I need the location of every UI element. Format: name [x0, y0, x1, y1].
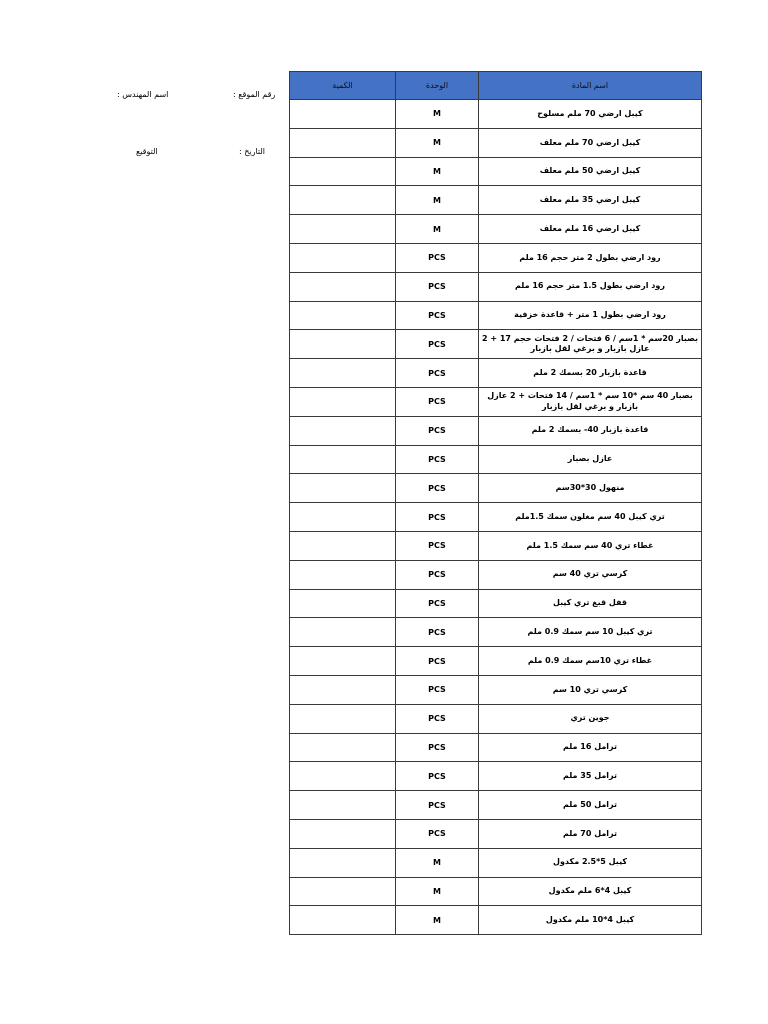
table-row — [290, 272, 702, 301]
unit-cell: PCS — [396, 560, 479, 589]
unit-cell: PCS — [396, 301, 479, 330]
quantity-cell[interactable] — [290, 733, 396, 762]
unit-cell: M — [396, 128, 479, 157]
table-row — [290, 186, 702, 215]
material-name-cell: عازل بصبار — [479, 445, 702, 474]
material-name-cell: كيبل 4*6 ملم مكدول — [479, 877, 702, 906]
unit-cell: PCS — [396, 819, 479, 848]
unit-cell: PCS — [396, 762, 479, 791]
signature-label: التوقيع — [136, 147, 158, 156]
unit-cell: M — [396, 186, 479, 215]
table-row — [290, 647, 702, 676]
table-row — [290, 215, 702, 244]
material-name-cell: تري كيبل 10 سم سمك 0.9 ملم — [479, 618, 702, 647]
quantity-cell[interactable] — [290, 215, 396, 244]
unit-cell: PCS — [396, 359, 479, 388]
material-name-cell: كيبل ارضي 16 ملم معلف — [479, 215, 702, 244]
material-name-cell: بصبار 40 سم *10 سم * 1سم / 14 فتحات + 2 عازل بازبار و برغي لقل بازبار — [479, 387, 702, 416]
quantity-cell[interactable] — [290, 819, 396, 848]
unit-cell: PCS — [396, 733, 479, 762]
quantity-cell[interactable] — [290, 416, 396, 445]
material-name-cell: رود ارضي بطول 1.5 متر حجم 16 ملم — [479, 272, 702, 301]
unit-cell: PCS — [396, 330, 479, 359]
quantity-cell[interactable] — [290, 387, 396, 416]
material-name-cell: بصبار 20سم * 1سم / 6 فتحات / 2 فتحات حجم 17 + 2 عازل بازبار و برغي لقل بازبار — [479, 330, 702, 359]
quantity-cell[interactable] — [290, 503, 396, 532]
quantity-cell[interactable] — [290, 100, 396, 129]
table-row — [290, 733, 702, 762]
table-row — [290, 589, 702, 618]
material-name-cell: ترامل 50 ملم — [479, 791, 702, 820]
material-name-cell: كيبل ارضي 50 ملم معلف — [479, 157, 702, 186]
material-name-cell: غطاء تري 10سم سمك 0.9 ملم — [479, 647, 702, 676]
engineer-name-label: اسم المهندس : — [117, 90, 169, 99]
unit-cell: PCS — [396, 416, 479, 445]
quantity-cell[interactable] — [290, 128, 396, 157]
unit-cell: PCS — [396, 791, 479, 820]
table-row — [290, 157, 702, 186]
quantity-cell[interactable] — [290, 618, 396, 647]
material-name-cell: رود ارضي بطول 2 متر حجم 16 ملم — [479, 243, 702, 272]
unit-cell: PCS — [396, 675, 479, 704]
unit-cell: M — [396, 848, 479, 877]
unit-cell: M — [396, 906, 479, 935]
table-row — [290, 618, 702, 647]
material-name-cell: ترامل 70 ملم — [479, 819, 702, 848]
unit-cell: PCS — [396, 474, 479, 503]
unit-cell: M — [396, 215, 479, 244]
material-name-cell: قفل قبغ تري كيبل — [479, 589, 702, 618]
table-row — [290, 531, 702, 560]
table-row — [290, 387, 702, 416]
table-row — [290, 848, 702, 877]
unit-cell: PCS — [396, 589, 479, 618]
table-row — [290, 704, 702, 733]
table-row — [290, 791, 702, 820]
material-name-cell: ترامل 35 ملم — [479, 762, 702, 791]
unit-cell: PCS — [396, 647, 479, 676]
site-number-label: رقم الموقع : — [233, 90, 276, 99]
table-row — [290, 560, 702, 589]
material-name-cell: منهول 30*30سم — [479, 474, 702, 503]
material-name-column-header: اسم المادة — [479, 72, 702, 100]
quantity-cell[interactable] — [290, 301, 396, 330]
material-name-cell: كيبل 4*10 ملم مكدول — [479, 906, 702, 935]
material-name-cell: ترامل 16 ملم — [479, 733, 702, 762]
table-row — [290, 416, 702, 445]
material-name-cell: غطاء تري 40 سم سمك 1.5 ملم — [479, 531, 702, 560]
table-header-row — [290, 72, 702, 100]
quantity-cell[interactable] — [290, 560, 396, 589]
unit-cell: PCS — [396, 243, 479, 272]
table-row — [290, 906, 702, 935]
table-row — [290, 243, 702, 272]
quantity-cell[interactable] — [290, 272, 396, 301]
table-row — [290, 445, 702, 474]
table-row — [290, 128, 702, 157]
unit-cell: PCS — [396, 503, 479, 532]
unit-cell: M — [396, 100, 479, 129]
material-name-cell: رود ارضي بطول 1 متر + قاعدة خزفية — [479, 301, 702, 330]
quantity-cell[interactable] — [290, 474, 396, 503]
quantity-cell[interactable] — [290, 762, 396, 791]
table-row — [290, 819, 702, 848]
quantity-cell[interactable] — [290, 848, 396, 877]
table-row — [290, 330, 702, 359]
quantity-cell[interactable] — [290, 243, 396, 272]
quantity-cell[interactable] — [290, 906, 396, 935]
table-row — [290, 359, 702, 388]
table-row — [290, 503, 702, 532]
quantity-cell[interactable] — [290, 589, 396, 618]
material-name-cell: كرسي تري 40 سم — [479, 560, 702, 589]
quantity-cell[interactable] — [290, 704, 396, 733]
table-row — [290, 100, 702, 129]
material-name-cell: جوين تري — [479, 704, 702, 733]
material-name-cell: كيبل ارضي 70 ملم معلف — [479, 128, 702, 157]
quantity-cell[interactable] — [290, 445, 396, 474]
unit-cell: PCS — [396, 272, 479, 301]
material-name-cell: كيبل 5*2.5 مكدول — [479, 848, 702, 877]
quantity-cell[interactable] — [290, 157, 396, 186]
date-label: التاريخ : — [239, 147, 266, 156]
material-name-cell: كيبل ارضي 35 ملم معلف — [479, 186, 702, 215]
unit-cell: PCS — [396, 704, 479, 733]
quantity-cell[interactable] — [290, 675, 396, 704]
materials-table — [289, 71, 702, 935]
table-row — [290, 877, 702, 906]
material-name-cell: كيبل ارضي 70 ملم مسلوح — [479, 100, 702, 129]
quantity-cell[interactable] — [290, 791, 396, 820]
material-name-cell: كرسي تري 10 سم — [479, 675, 702, 704]
unit-cell: PCS — [396, 445, 479, 474]
table-row — [290, 301, 702, 330]
material-name-cell: قاعدة بازبار 20 بسمك 2 ملم — [479, 359, 702, 388]
table-row — [290, 762, 702, 791]
table-row — [290, 675, 702, 704]
table-row — [290, 474, 702, 503]
quantity-cell[interactable] — [290, 330, 396, 359]
quantity-cell[interactable] — [290, 186, 396, 215]
unit-cell: M — [396, 157, 479, 186]
material-name-cell: قاعدة بازبار 40- بسمك 2 ملم — [479, 416, 702, 445]
unit-cell: PCS — [396, 387, 479, 416]
quantity-column-header: الكمية — [290, 72, 396, 100]
unit-column-header: الوحدة — [396, 72, 479, 100]
quantity-cell[interactable] — [290, 531, 396, 560]
unit-cell: PCS — [396, 531, 479, 560]
unit-cell: M — [396, 877, 479, 906]
quantity-cell[interactable] — [290, 877, 396, 906]
quantity-cell[interactable] — [290, 647, 396, 676]
unit-cell: PCS — [396, 618, 479, 647]
material-name-cell: تري كيبل 40 سم مغلون سمك 1.5ملم — [479, 503, 702, 532]
quantity-cell[interactable] — [290, 359, 396, 388]
